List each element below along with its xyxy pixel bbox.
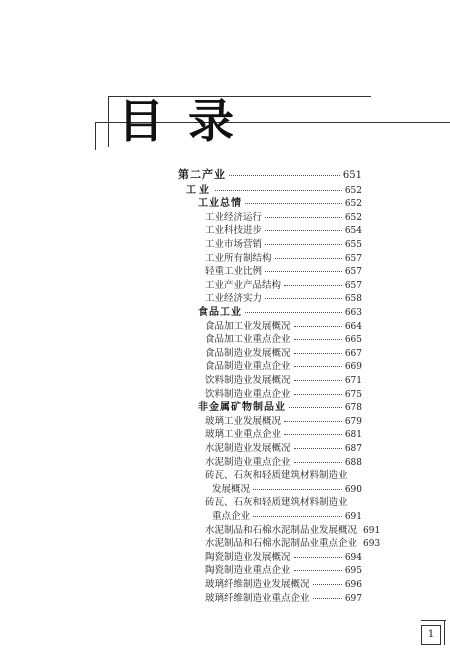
toc-entry-page: 687 <box>344 444 362 454</box>
toc-entry[interactable] <box>205 388 362 402</box>
toc-entry[interactable] <box>205 265 362 279</box>
toc-entry-label: 水泥制造业重点企业 <box>205 456 291 468</box>
title-rule-vertical <box>95 122 96 150</box>
toc-entry[interactable] <box>205 211 362 225</box>
title-char-lu: 录 <box>188 94 234 148</box>
toc-leader-dots <box>265 298 342 299</box>
toc-leader-dots <box>294 462 342 463</box>
toc-entry-page: 697 <box>344 593 362 604</box>
toc-entry-page: 652 <box>344 212 362 223</box>
toc-entry-label: 工业 <box>186 184 212 196</box>
toc-entry-page: 657 <box>344 280 362 291</box>
toc-entry[interactable] <box>205 374 362 388</box>
toc-leader-dots <box>275 258 342 259</box>
toc-entry-label: 工业经济运行 <box>205 211 263 223</box>
toc-entry[interactable] <box>205 279 362 293</box>
toc-entry[interactable] <box>205 469 362 482</box>
toc-leader-dots <box>294 570 342 571</box>
title-char-mu: 目 <box>118 94 164 148</box>
toc-leader-dots <box>265 217 342 218</box>
toc-leader-dots <box>294 339 342 340</box>
toc-entry-page: 688 <box>344 457 362 468</box>
toc-leader-dots <box>294 394 342 395</box>
toc-entry-page: 694 <box>344 552 362 563</box>
toc-entry[interactable] <box>205 238 362 252</box>
toc-entry[interactable] <box>205 496 362 509</box>
toc-entry[interactable] <box>205 292 362 306</box>
toc-entry-label: 食品工业 <box>198 307 242 318</box>
toc-entry-label: 饮料制造业发展概况 <box>205 375 291 386</box>
toc-entry[interactable] <box>205 224 362 238</box>
toc-leader-dots <box>265 230 342 231</box>
toc-entry-label: 重点企业 <box>212 511 251 522</box>
toc-entry-label: 食品制造业发展概况 <box>205 347 291 359</box>
toc-entry-label: 发展概况 <box>212 483 251 495</box>
toc-entry-page: 663 <box>344 308 362 318</box>
toc-entry-page: 664 <box>344 321 362 332</box>
toc-entry[interactable] <box>205 442 362 456</box>
toc-entry-label: 水泥制品和石棉水泥制品业发展概况 <box>205 524 358 536</box>
toc-leader-dots <box>229 175 340 176</box>
toc-entry-label: 第二产业 <box>178 168 226 181</box>
toc-leader-dots <box>245 203 342 204</box>
toc-entry-label: 工业市场营销 <box>205 239 263 250</box>
toc-entry-label: 工业经济实力 <box>205 293 263 305</box>
toc-leader-dots <box>253 489 342 490</box>
toc-entry[interactable] <box>205 578 362 592</box>
toc-entry-page: 681 <box>344 430 362 441</box>
toc-entry-page: 658 <box>344 294 362 305</box>
toc-entry-label: 饮料制造业重点企业 <box>205 388 291 400</box>
toc-entry-label: 轻重工业比例 <box>205 266 263 278</box>
toc-entry[interactable] <box>205 333 362 347</box>
toc-entry-label: 工业所有制结构 <box>205 252 272 264</box>
toc-entry[interactable] <box>212 483 362 497</box>
toc-entry[interactable] <box>205 360 362 374</box>
toc-leader-dots <box>294 353 342 354</box>
toc-leader-dots <box>313 584 342 585</box>
toc-leader-dots <box>294 366 342 367</box>
toc-entry-page: 679 <box>344 416 362 427</box>
toc-leader-dots <box>245 312 342 313</box>
toc-entry-page: 691 <box>344 512 362 522</box>
toc-entry[interactable] <box>205 537 381 551</box>
page-number-frame-side <box>444 620 445 645</box>
toc-entry-label: 玻璃纤维制造业发展概况 <box>205 579 310 590</box>
toc-entry-label: 砖瓦、石灰和轻质建筑材料制造业 <box>205 497 348 509</box>
toc-entry-page: 675 <box>344 389 362 400</box>
toc-entry[interactable] <box>198 401 362 415</box>
toc-leader-dots <box>284 434 342 435</box>
toc-leader-dots <box>294 448 342 449</box>
toc-leader-dots <box>265 271 342 272</box>
page-number: 1 <box>421 625 441 645</box>
toc-entry[interactable] <box>205 415 362 429</box>
toc-entry[interactable] <box>212 510 362 524</box>
toc-entry[interactable] <box>186 184 362 198</box>
toc-entry-label: 工业产业产品结构 <box>205 279 282 291</box>
toc-entry[interactable] <box>205 551 362 565</box>
toc-leader-dots <box>294 326 342 327</box>
toc-entry-label: 食品制造业重点企业 <box>205 361 291 373</box>
toc-entry-page: 652 <box>344 185 362 196</box>
toc-leader-dots <box>284 285 342 286</box>
toc-entry[interactable] <box>205 592 362 606</box>
toc-entry-label: 水泥制造业发展概况 <box>205 443 291 454</box>
toc-entry-page: 695 <box>344 566 362 577</box>
toc-entry-page: 654 <box>344 226 362 237</box>
toc-entry-page: 652 <box>344 199 362 210</box>
toc-leader-dots <box>294 557 342 558</box>
toc-entry-page: 669 <box>344 362 362 373</box>
toc-entry-label: 食品加工业发展概况 <box>205 320 291 332</box>
page-number-frame <box>421 620 446 621</box>
toc-entry-label: 玻璃纤维制造业重点企业 <box>205 592 310 604</box>
toc-leader-dots <box>289 407 342 408</box>
toc-entry[interactable] <box>198 306 362 320</box>
toc-entry[interactable] <box>205 320 362 334</box>
toc-leader-dots <box>284 421 342 422</box>
toc-entry-page: 657 <box>344 267 362 278</box>
toc-entry-page: 657 <box>344 253 362 264</box>
toc-entry[interactable] <box>205 456 362 470</box>
toc-entry-label: 砖瓦、石灰和轻质建筑材料制造业 <box>205 470 348 482</box>
toc-entry[interactable] <box>205 252 362 266</box>
toc-entry[interactable] <box>205 428 362 442</box>
toc-entry-label: 工业总情 <box>198 198 242 210</box>
toc-entry-label: 玻璃工业发展概况 <box>205 415 282 427</box>
toc-leader-dots <box>215 190 342 191</box>
toc-entry-page: 678 <box>344 403 362 414</box>
toc-entry-page: 696 <box>344 580 362 590</box>
toc-leader-dots <box>294 380 342 381</box>
toc-entry[interactable] <box>205 347 362 361</box>
toc-entry[interactable] <box>205 524 381 538</box>
toc-entry-page: 693 <box>363 539 381 550</box>
toc-entry-label: 水泥制品和石棉水泥制品业重点企业 <box>205 538 358 550</box>
toc-entry[interactable] <box>198 197 362 211</box>
toc-entry-page: 667 <box>344 348 362 359</box>
toc-entry-label: 工业科技进步 <box>205 225 263 237</box>
toc-entry-label: 陶瓷制造业发展概况 <box>205 551 291 563</box>
toc-entry-label: 陶瓷制造业重点企业 <box>205 565 291 577</box>
toc-entry-page: 651 <box>342 170 362 181</box>
toc-entry-page: 671 <box>344 376 362 386</box>
toc-entry-page: 691 <box>363 525 381 536</box>
toc-leader-dots <box>253 516 342 517</box>
toc-entry-page: 690 <box>344 484 362 495</box>
toc-entry[interactable] <box>205 564 362 578</box>
toc-entry[interactable] <box>178 168 362 182</box>
toc-entry-page: 665 <box>344 335 362 346</box>
toc-entry-label: 非金属矿物制品业 <box>198 402 286 414</box>
toc-entry-label: 食品加工业重点企业 <box>205 334 291 346</box>
toc-leader-dots <box>313 598 342 599</box>
toc-entry-page: 655 <box>344 240 362 250</box>
toc-leader-dots <box>265 244 342 245</box>
toc-entry-label: 玻璃工业重点企业 <box>205 429 282 441</box>
